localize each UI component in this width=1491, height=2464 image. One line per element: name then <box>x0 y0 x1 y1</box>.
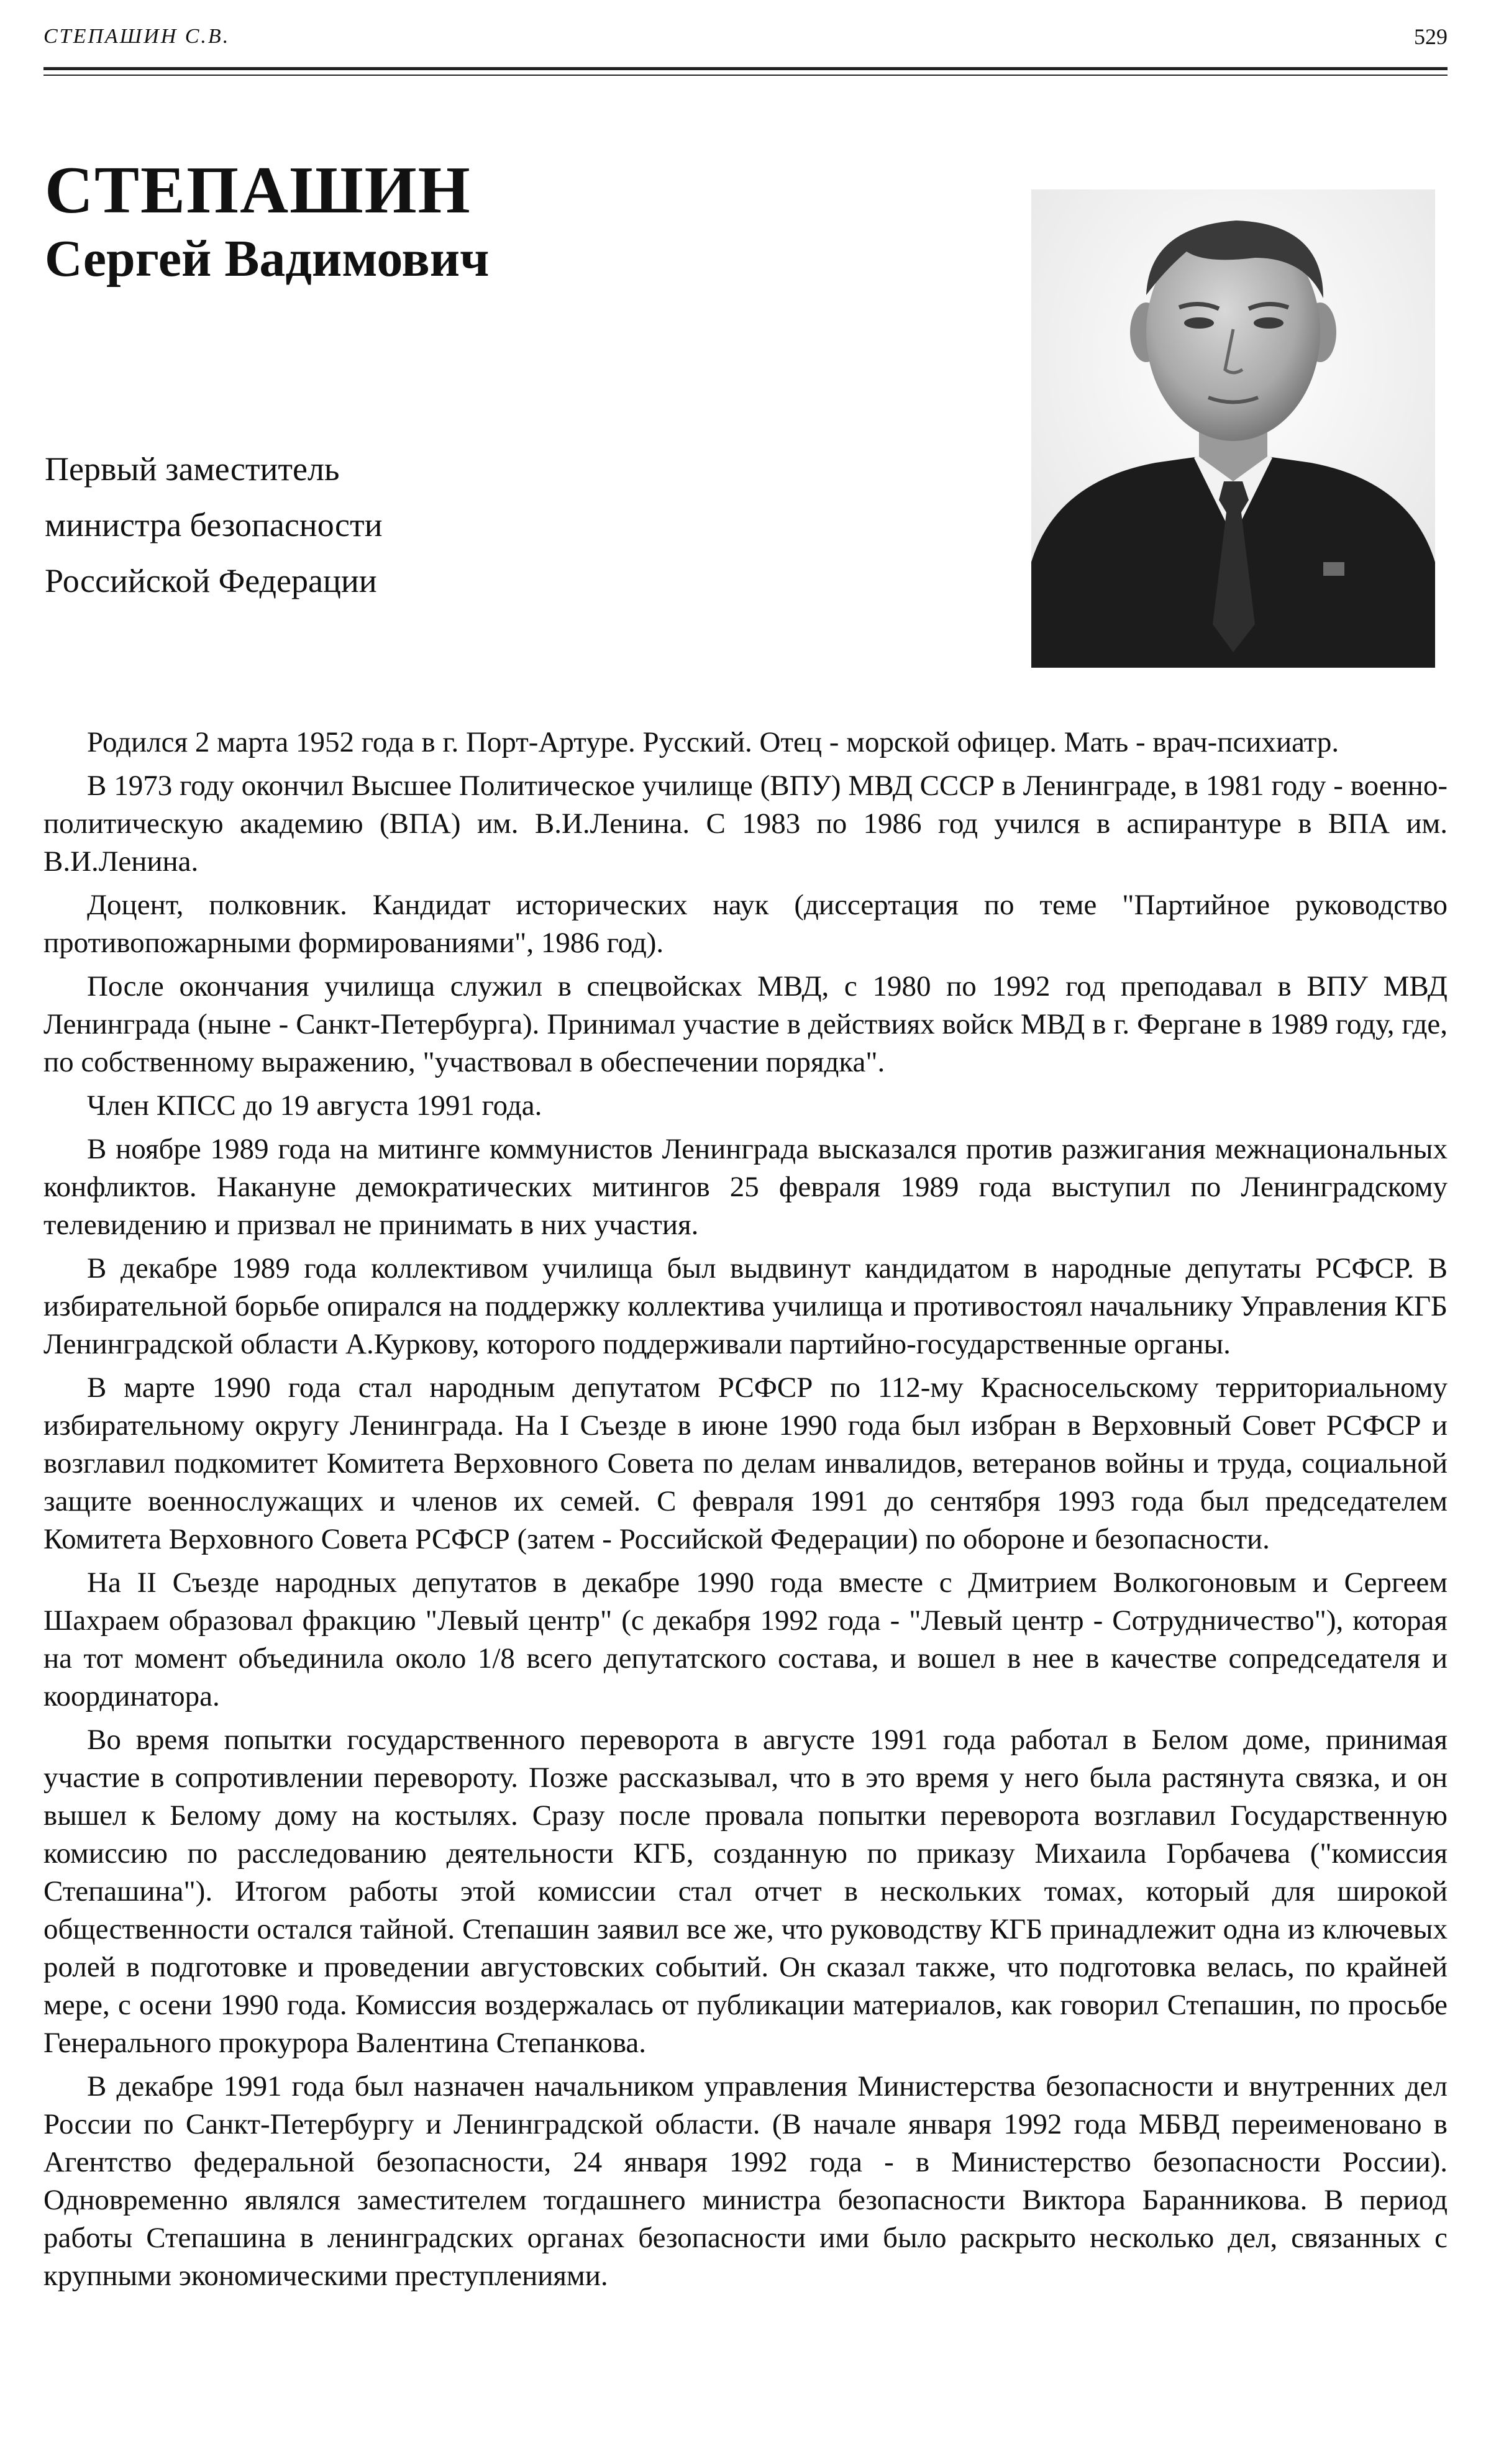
bio-paragraph: В 1973 году окончил Высшее Политическое училище (ВПУ) МВД СССР в Ленинграде, в 1981 году - военно-политическую академию (ВПА) им. В.И.Ленина. С 1983 по 1986 год учился в аспирантуре в ВПА им. В.И.Ленина. <box>43 770 1448 878</box>
bio-paragraph: На II Съезде народных депутатов в декабре 1990 года вместе с Дмитрием Волкогоновым и Сергеем Шахраем образовал фракцию "Левый центр" (с декабря 1992 года - "Левый центр - Сотрудничество"), которая на тот момент объединила около 1/8 всего депутатского состава, и вошел в нее в качестве сопредседателя и координатора. <box>43 1566 1448 1712</box>
biography-text <box>43 724 1448 2301</box>
header-rule-thick <box>43 67 1448 70</box>
name-block <box>45 155 489 288</box>
given-names-heading: Сергей Вадимович <box>45 230 490 288</box>
running-title: СТЕПАШИН С.В. <box>43 25 230 48</box>
surname-heading: СТЕПАШИН <box>45 153 472 227</box>
header-rule-thin <box>43 75 1448 76</box>
bio-paragraph: В декабре 1989 года коллективом училища был выдвинут кандидатом в народные депутаты РСФСР. В избирательной борьбе опирался на поддержку коллектива училища и противостоял начальнику Управления КГБ Ленинградской области А.Куркову, которого поддерживали партийно-государственные органы. <box>43 1252 1448 1360</box>
position-line: министра безопасности <box>45 506 383 543</box>
bio-paragraph: В ноябре 1989 года на митинге коммунистов Ленинграда высказался против разжигания межнациональных конфликтов. Накануне демократических митингов 25 февраля 1989 года выступил по Ленинградскому телевидению и призвал не принимать в них участия. <box>43 1133 1448 1241</box>
bio-paragraph: Доцент, полковник. Кандидат исторических наук (диссертация по теме "Партийное руководство противопожарными формированиями", 1986 год). <box>43 889 1448 959</box>
running-header <box>43 19 1448 56</box>
bio-paragraph: Родился 2 марта 1952 года в г. Порт-Артуре. Русский. Отец - морской офицер. Мать - врач-психиатр. <box>87 726 1339 758</box>
bio-paragraph: В декабре 1991 года был назначен начальником управления Министерства безопасности и внутренних дел России по Санкт-Петербургу и Ленинградской области. (В начале января 1992 года МБВД переименовано в Агентство федеральной безопасности, 24 января 1992 года - в Министерство безопасности России). Одновременно являлся заместителем тогдашнего министра безопасности Виктора Баранникова. В период работы Степашина в ленинградских органах безопасности ими было раскрыто несколько дел, связанных с крупными экономическими преступлениями. <box>43 2070 1448 2292</box>
position-line: Первый заместитель <box>45 450 340 488</box>
position-title <box>45 441 728 609</box>
bio-paragraph: В марте 1990 года стал народным депутатом РСФСР по 112-му Красносельскому территориальному избирательному округу Ленинграда. На I Съезде в июне 1990 года был избран в Верховный Совет РСФСР и возглавил подкомитет Комитета Верховного Совета по делам инвалидов, ветеранов войны и труда, социальной защите военнослужащих и членов их семей. С февраля 1991 до сентября 1993 года был председателем Комитета Верховного Совета РСФСР (затем - Российской Федерации) по обороне и безопасности. <box>43 1371 1448 1555</box>
bio-paragraph: После окончания училища служил в спецвойсках МВД, с 1980 по 1992 год преподавал в ВПУ МВД Ленинграда (ныне - Санкт-Петербурга). Принимал участие в действиях войск МВД в г. Фергане в 1989 году, где, по собственному выражению, "участвовал в обеспечении порядка". <box>43 970 1448 1078</box>
bio-paragraph: Член КПСС до 19 августа 1991 года. <box>87 1089 542 1122</box>
bio-paragraph: Во время попытки государственного переворота в августе 1991 года работал в Белом доме, принимая участие в сопротивлении перевороту. Позже рассказывал, что в это время у него была растянута связка, и он вышел к Белому дому на костылях. Сразу после провала попытки переворота возглавил Государственную комиссию по расследованию деятельности КГБ, созданную по приказу Михаила Горбачева ("комиссия Степашина"). Итогом работы этой комиссии стал отчет в нескольких томах, который для широкой общественности остался тайной. Степашин заявил все же, что руководству КГБ принадлежит одна из ключевых ролей в подготовке и проведении августовских событий. Он сказал также, что подготовка велась, по крайней мере, с осени 1990 года. Комиссия воздержалась от публикации материалов, как говорил Степашин, по просьбе Генерального прокурора Валентина Степанкова. <box>43 1724 1448 2059</box>
position-line: Российской Федерации <box>45 562 377 599</box>
portrait-photo-icon <box>1031 189 1435 668</box>
page-number: 529 <box>1414 24 1448 49</box>
